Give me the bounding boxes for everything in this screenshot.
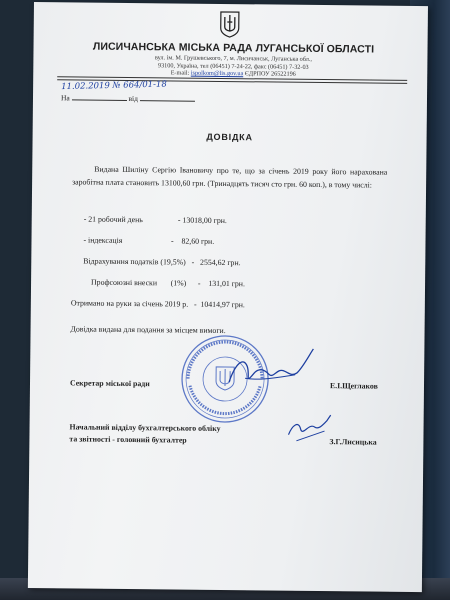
- edrpou-code: ЄДРПОУ 26522196: [243, 70, 296, 78]
- line-union-dues: Профсоюзні внески (1%) - 131,01 грн.: [91, 277, 245, 289]
- line-net-received: Отримано на руки за січень 2019 р. - 10414,97 грн.: [70, 298, 245, 310]
- document-title: ДОВІДКА: [206, 131, 253, 143]
- chief-title-line-1: Начальний відділу бухгалтерського обліку: [69, 422, 221, 433]
- handwritten-reg-number: 11.02.2019 № 664/01-18: [61, 79, 167, 93]
- line-working-days: - 21 робочий день - 13018,00 грн.: [83, 214, 227, 226]
- na-blank: [72, 92, 127, 101]
- address-line-2: 93100, Україна, тел (06451) 7-24-22, факс (06451) 7-32-03: [157, 61, 309, 71]
- secretary-name: Е.І.Щеглаков: [329, 381, 378, 391]
- address-line-1: вул. ім. М. Грушевського, 7, м. Лисичанськ, Луганська обл.,: [154, 54, 312, 63]
- line-tax-deduction: Відрахування податків (19,5%) - 2554,62 грн.: [83, 256, 241, 268]
- line-indexation: - індексація - 82,60 грн.: [83, 235, 215, 246]
- email-prefix: E-mail:: [170, 69, 191, 77]
- chief-name: З.Г.Лисицька: [329, 437, 377, 447]
- closing-text: Довідка видана для подання за місцем вимоги.: [70, 324, 226, 336]
- chief-accountant-signature: [284, 411, 334, 446]
- intro-paragraph: Видана Шиліну Сергію Івановичу про те, що за січень 2019 року його нарахована заробітна плата становить 13100,60 грн. (Тринадцять тисяч сто грн. 60 коп.), в тому числі:: [72, 164, 388, 190]
- secretary-title: Секретар міської ради: [69, 378, 150, 389]
- vid-blank: [140, 93, 195, 102]
- chief-title-line-2: та звітності - головний бухгалтер: [69, 434, 187, 445]
- org-name: ЛИСИЧАНСЬКА МІСЬКА РАДА ЛУГАНСЬКОЇ ОБЛАСТІ: [92, 40, 375, 56]
- secretary-signature: [225, 344, 316, 395]
- na-label: На: [60, 93, 70, 103]
- document-sheet: [28, 2, 428, 592]
- email-link[interactable]: ispolkom@lis.gov.ua: [190, 69, 244, 78]
- coat-of-arms-icon: [219, 10, 241, 38]
- vid-label: від: [128, 93, 138, 104]
- reference-row: [61, 92, 195, 103]
